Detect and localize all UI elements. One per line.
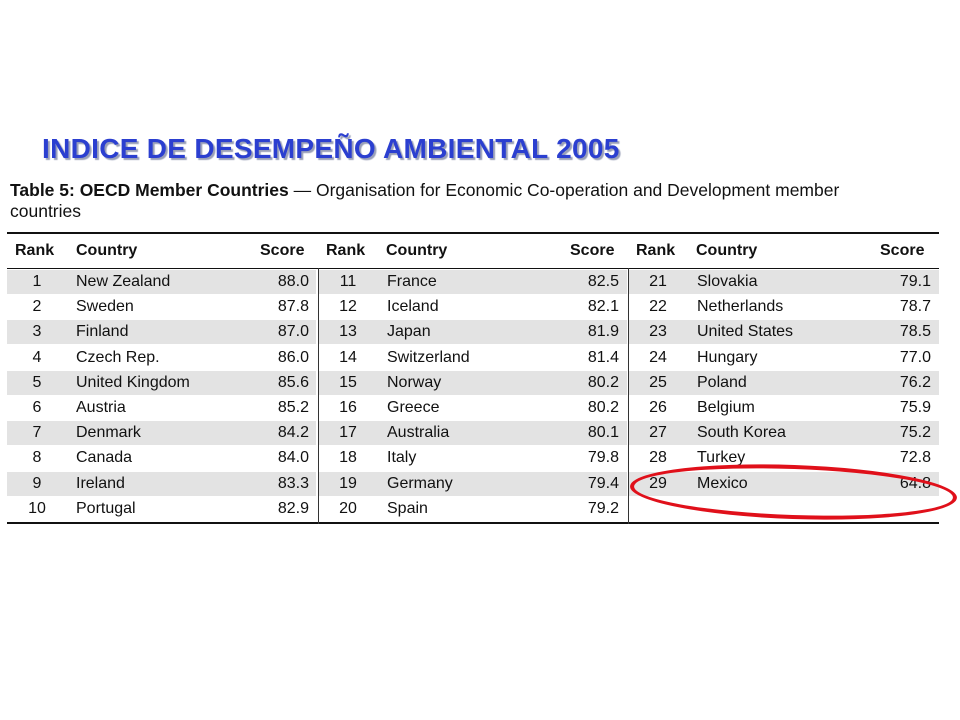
cell-rank: 6 [32, 399, 42, 416]
cell-rank: 29 [649, 474, 667, 492]
cell-rank: 11 [339, 273, 357, 290]
table-row [7, 320, 939, 345]
table-row [7, 346, 939, 371]
cell-score: 82.9 [277, 499, 309, 517]
cell-score: 80.1 [587, 424, 619, 442]
cell-score: 78.7 [899, 298, 931, 316]
cell-country: United Kingdom [76, 373, 190, 391]
table-row [7, 295, 939, 320]
cell-rank: 5 [32, 373, 42, 391]
cell-score: 76.2 [899, 373, 931, 391]
cell-rank: 18 [339, 449, 357, 467]
cell-country: Germany [387, 474, 453, 492]
header-score: Score [880, 242, 925, 259]
cell-score: 64.8 [899, 474, 931, 492]
header-country: Country [386, 242, 448, 259]
caption-rest: — Organisation for Economic Co-operation and Development member countries [10, 180, 840, 221]
cell-score: 79.2 [587, 499, 619, 517]
cell-score: 78.5 [899, 323, 931, 341]
cell-score: 79.4 [587, 474, 619, 492]
cell-country: Finland [76, 323, 129, 341]
table-row [7, 421, 939, 446]
cell-rank: 13 [339, 323, 357, 341]
cell-country: Switzerland [387, 348, 470, 366]
header-score: Score [260, 242, 305, 259]
table-row [7, 371, 939, 396]
cell-score: 81.4 [587, 348, 619, 366]
cell-rank: 8 [32, 449, 42, 467]
header-country: Country [76, 242, 138, 259]
cell-rank: 21 [649, 273, 667, 290]
header-rank: Rank [636, 242, 676, 259]
cell-rank: 24 [649, 348, 667, 366]
cell-rank: 17 [339, 424, 357, 442]
header-score: Score [570, 242, 615, 259]
cell-country: Hungary [697, 348, 758, 366]
cell-score: 75.2 [899, 424, 931, 442]
cell-rank: 2 [32, 298, 42, 316]
slide-title: INDICE DE DESEMPEÑO AMBIENTAL 2005 [42, 133, 620, 164]
cell-rank: 19 [339, 474, 357, 492]
cell-country: Norway [387, 373, 442, 391]
cell-rank: 9 [32, 474, 42, 492]
cell-rank: 4 [32, 348, 42, 366]
cell-country: France [387, 273, 437, 290]
cell-rank: 3 [32, 323, 42, 341]
cell-score: 85.6 [277, 373, 309, 391]
cell-score: 80.2 [587, 373, 619, 391]
cell-score: 84.0 [277, 449, 309, 467]
table-top-rule [7, 232, 939, 234]
cell-score: 83.3 [277, 474, 309, 492]
header-rank: Rank [326, 242, 366, 259]
cell-score: 88.0 [277, 273, 309, 290]
cell-rank: 10 [28, 499, 46, 517]
cell-rank: 14 [339, 348, 357, 366]
cell-rank: 15 [339, 373, 357, 391]
cell-country: Canada [76, 449, 133, 467]
cell-country: Sweden [76, 298, 134, 316]
cell-score: 87.0 [277, 323, 309, 341]
cell-score: 84.2 [277, 424, 309, 442]
cell-country: Poland [697, 373, 747, 391]
cell-rank: 12 [339, 298, 357, 316]
cell-country: United States [697, 323, 794, 341]
cell-country: Iceland [387, 298, 439, 316]
cell-country: Australia [387, 424, 450, 442]
cell-score: 77.0 [899, 348, 931, 366]
cell-country: Spain [387, 499, 428, 517]
table-header-rule [7, 268, 939, 269]
cell-country: Portugal [76, 499, 136, 517]
cell-rank: 28 [649, 449, 667, 467]
cell-score: 72.8 [899, 449, 931, 467]
cell-country: Turkey [697, 449, 746, 467]
cell-country: Japan [387, 323, 431, 341]
cell-country: Czech Rep. [76, 348, 160, 366]
cell-score: 79.8 [587, 449, 619, 467]
cell-rank: 26 [649, 399, 667, 416]
cell-score: 82.5 [587, 273, 619, 290]
table-row [7, 270, 939, 295]
cell-country: Greece [387, 399, 440, 416]
cell-score: 81.9 [587, 323, 619, 341]
cell-score: 75.9 [899, 399, 931, 416]
cell-score: 80.2 [587, 399, 619, 416]
header-country: Country [696, 242, 758, 259]
cell-score: 82.1 [587, 298, 619, 316]
cell-country: Denmark [76, 424, 141, 442]
cell-country: Austria [76, 399, 126, 416]
cell-rank: 7 [32, 424, 42, 442]
cell-rank: 27 [649, 424, 667, 442]
cell-score: 86.0 [277, 348, 309, 366]
cell-country: Italy [387, 449, 417, 467]
table-bottom-rule [7, 522, 939, 524]
table-caption [10, 180, 910, 222]
cell-rank: 16 [339, 399, 357, 416]
cell-rank: 23 [649, 323, 667, 341]
cell-country: Mexico [697, 474, 748, 492]
caption-bold: Table 5: OECD Member Countries [10, 180, 289, 200]
header-rank: Rank [15, 242, 55, 259]
cell-country: Netherlands [697, 298, 784, 316]
cell-rank: 20 [339, 499, 357, 517]
cell-score: 85.2 [277, 399, 309, 416]
cell-country: South Korea [697, 424, 786, 442]
cell-country: Ireland [76, 474, 125, 492]
cell-rank: 25 [649, 373, 667, 391]
cell-country: Slovakia [697, 273, 758, 290]
cell-score: 79.1 [899, 273, 931, 290]
cell-rank: 22 [649, 298, 667, 316]
cell-country: Belgium [697, 399, 755, 416]
table-row [7, 396, 939, 421]
cell-country: New Zealand [76, 273, 171, 290]
cell-rank: 1 [32, 273, 42, 290]
cell-score: 87.8 [277, 298, 309, 316]
